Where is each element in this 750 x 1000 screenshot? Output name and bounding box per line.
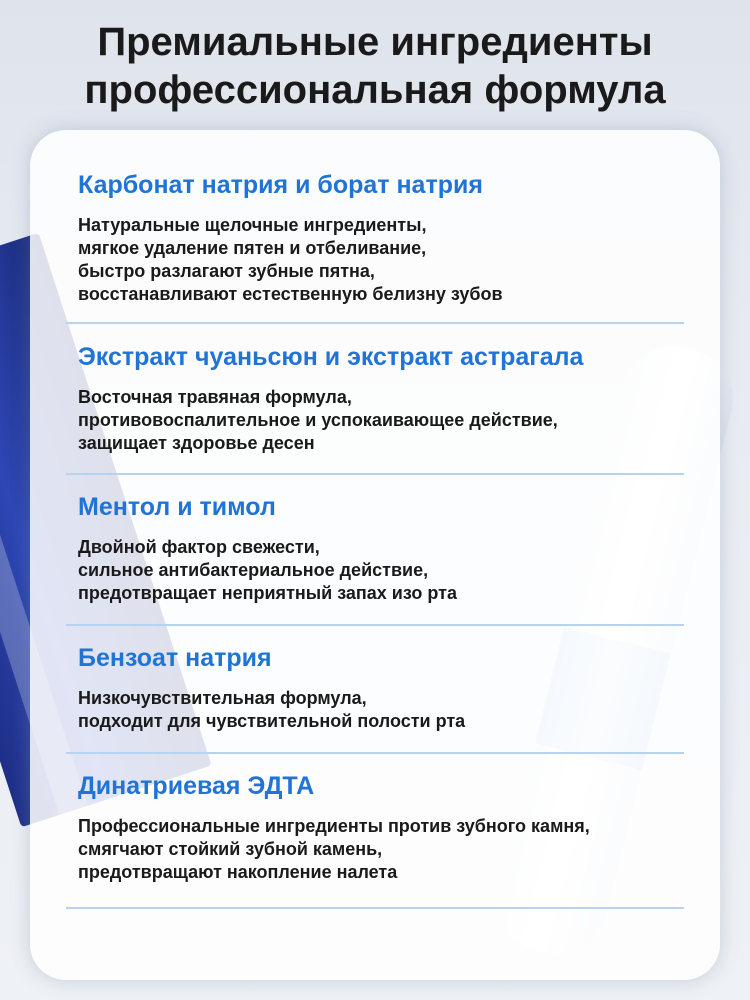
page-title [0,18,750,114]
description-line: мягкое удаление пятен и отбеливание, [78,238,427,258]
ingredient-section-3 [78,492,698,605]
section-description [78,687,698,733]
title-line-1: Премиальные ингредиенты [97,20,653,64]
divider [66,624,684,626]
description-line: защищает здоровье десен [78,433,315,453]
section-description [78,386,698,455]
section-title: Динатриевая ЭДТА [78,772,315,800]
description-line: противовоспалительное и успокаивающее действие, [78,410,558,430]
description-line: предотвращает неприятный запах изо рта [78,583,457,603]
section-title: Экстракт чуаньсюн и экстракт астрагала [78,343,584,371]
section-description [78,214,698,306]
section-description [78,815,698,884]
section-title: Ментол и тимол [78,493,276,521]
section-description [78,536,698,605]
ingredient-section-5 [78,771,698,884]
description-line: восстанавливают естественную белизну зубов [78,284,503,304]
description-line: быстро разлагают зубные пятна, [78,261,375,281]
ingredient-section-1 [78,170,698,306]
description-line: Натуральные щелочные ингредиенты, [78,215,427,235]
description-line: предотвращают накопление налета [78,862,398,882]
divider [66,752,684,754]
section-title: Бензоат натрия [78,644,272,672]
divider [66,473,684,475]
description-line: смягчают стойкий зубной камень, [78,839,383,859]
title-line-2: профессиональная формула [84,68,666,112]
divider [66,907,684,909]
description-line: Низкочувствительная формула, [78,688,367,708]
description-line: Двойной фактор свежести, [78,537,320,557]
section-title: Карбонат натрия и борат натрия [78,171,483,199]
ingredient-section-4 [78,643,698,733]
divider [66,322,684,324]
description-line: подходит для чувствительной полости рта [78,711,466,731]
description-line: Восточная травяная формула, [78,387,352,407]
ingredient-section-2 [78,342,698,455]
description-line: сильное антибактериальное действие, [78,560,429,580]
description-line: Профессиональные ингредиенты против зубного камня, [78,816,590,836]
